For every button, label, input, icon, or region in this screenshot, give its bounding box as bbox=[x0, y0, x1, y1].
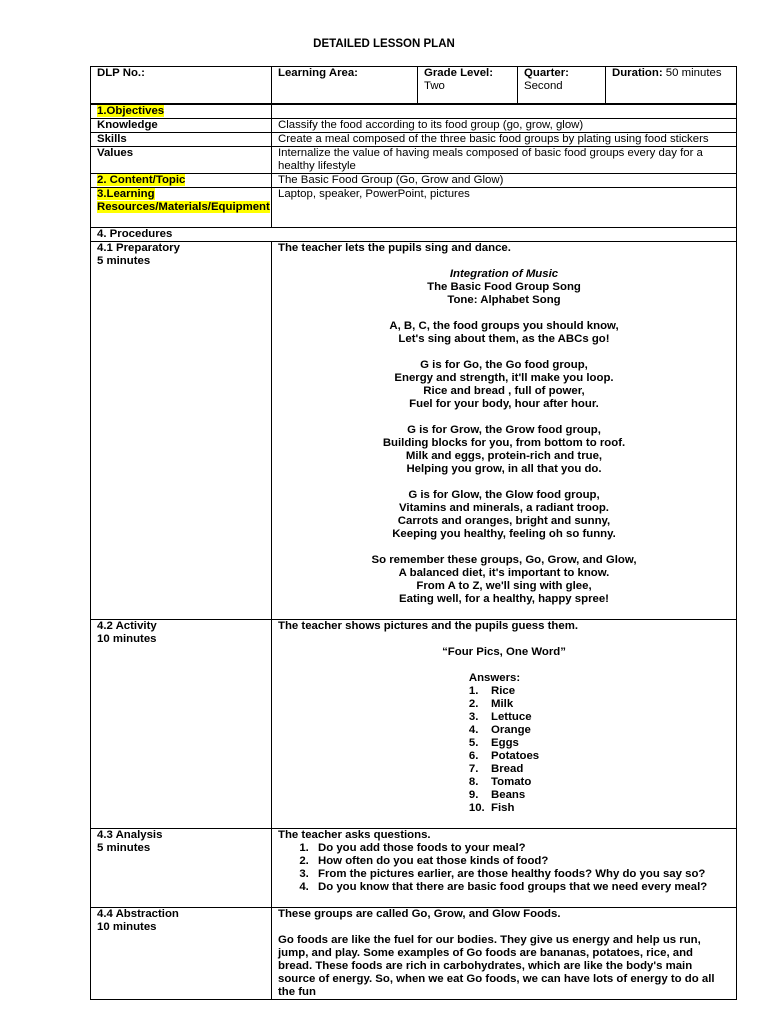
abstraction-row bbox=[91, 908, 737, 1000]
question-item: 4. Do you know that there are basic food groups that we need every meal? bbox=[312, 881, 730, 894]
knowledge-value: Classify the food according to its food group (go, grow, glow) bbox=[272, 119, 737, 133]
song-verses bbox=[278, 307, 730, 606]
song-line: A balanced diet, it's important to know. bbox=[398, 567, 610, 579]
answers-list bbox=[469, 672, 539, 815]
song-line: Let's sing about them, as the ABCs go! bbox=[398, 333, 610, 345]
objectives-row bbox=[91, 105, 737, 119]
learning-area-cell bbox=[272, 67, 418, 103]
question-item: 1. Do you add those foods to your meal? bbox=[312, 842, 730, 855]
song-line: G is for Go, the Go food group, bbox=[420, 359, 588, 371]
duration-value: 50 minutes bbox=[665, 67, 722, 79]
questions-list bbox=[278, 842, 730, 894]
activity-time: 10 minutes bbox=[97, 633, 157, 645]
question-item: 3. From the pictures earlier, are those healthy foods? Why do you say so? bbox=[312, 868, 730, 881]
procedures-label: 4. Procedures bbox=[91, 228, 737, 242]
abstraction-paragraph: Go foods are like the fuel for our bodies. They give us energy and help us run, jump, and play. Some examples of Go foods are bananas, potatoes, rice, and bread. These foods are rich in carbohydrates, which are like the body's main source of energy. So, when we eat Go foods, we can have lots of energy to do all the fun bbox=[278, 934, 715, 998]
song-line: G is for Grow, the Grow food group, bbox=[407, 424, 601, 436]
preparatory-label: 4.1 Preparatory bbox=[97, 242, 180, 254]
integration-label: Integration of Music bbox=[449, 268, 559, 280]
analysis-row bbox=[91, 829, 737, 908]
song-line: From A to Z, we'll sing with glee, bbox=[416, 580, 592, 592]
song-line: A, B, C, the food groups you should know, bbox=[389, 320, 619, 332]
song-line: Helping you grow, in all that you do. bbox=[406, 463, 602, 475]
answer-item: 4. Orange bbox=[468, 724, 531, 736]
song-line: Keeping you healthy, feeling oh so funny. bbox=[392, 528, 616, 540]
header-row bbox=[90, 66, 737, 104]
song-line: Building blocks for you, from bottom to roof. bbox=[382, 437, 626, 449]
question-item: 2. How often do you eat those kinds of food? bbox=[312, 855, 730, 868]
knowledge-label: Knowledge bbox=[91, 119, 272, 133]
answer-item: 6. Potatoes bbox=[468, 750, 540, 762]
answer-item: 7. Bread bbox=[468, 763, 524, 775]
song-line: G is for Glow, the Glow food group, bbox=[408, 489, 600, 501]
song-line: Fuel for your body, hour after hour. bbox=[409, 398, 599, 410]
answer-item: 5. Eggs bbox=[468, 737, 519, 749]
values-value: Internalize the value of having meals composed of basic food groups every day for a healthy lifestyle bbox=[272, 147, 737, 174]
lesson-plan-table bbox=[90, 104, 737, 1000]
song-title: The Basic Food Group Song bbox=[427, 281, 581, 293]
answer-item: 8. Tomato bbox=[468, 776, 532, 788]
song-line: Rice and bread , full of power, bbox=[423, 385, 585, 397]
document-title: DETAILED LESSON PLAN bbox=[313, 38, 455, 50]
answer-item: 2. Milk bbox=[468, 698, 514, 710]
song-line: Energy and strength, it'll make you loop. bbox=[394, 372, 614, 384]
abstraction-label: 4.4 Abstraction bbox=[97, 908, 179, 920]
knowledge-row bbox=[91, 119, 737, 133]
duration-cell bbox=[606, 67, 736, 103]
dlp-label: DLP No.: bbox=[97, 67, 145, 79]
answer-item: 9. Beans bbox=[468, 789, 526, 801]
preparatory-row bbox=[91, 242, 737, 620]
resources-label: 3.Learning Resources/Materials/Equipment bbox=[97, 188, 270, 213]
values-label: Values bbox=[91, 147, 272, 174]
dlp-cell bbox=[91, 67, 272, 103]
song-line: Milk and eggs, protein-rich and true, bbox=[405, 450, 603, 462]
resources-value: Laptop, speaker, PowerPoint, pictures bbox=[272, 188, 737, 228]
song-line: Vitamins and minerals, a radiant troop. bbox=[399, 502, 609, 514]
content-label: 2. Content/Topic bbox=[97, 174, 186, 186]
answers-label: Answers: bbox=[468, 672, 521, 684]
answer-item: 10. Fish bbox=[468, 802, 515, 814]
quarter-cell bbox=[518, 67, 606, 103]
analysis-label: 4.3 Analysis bbox=[97, 829, 163, 841]
content-value: The Basic Food Group (Go, Grow and Glow) bbox=[272, 174, 737, 188]
resources-row bbox=[91, 188, 737, 228]
analysis-time: 5 minutes bbox=[97, 842, 151, 854]
skills-value: Create a meal composed of the three basic food groups by plating using food stickers bbox=[272, 133, 737, 147]
answer-item: 3. Lettuce bbox=[468, 711, 532, 723]
answer-item: 1. Rice bbox=[468, 685, 516, 697]
analysis-intro: The teacher asks questions. bbox=[278, 829, 431, 841]
preparatory-time: 5 minutes bbox=[97, 255, 151, 267]
duration-label: Duration: bbox=[612, 67, 663, 79]
activity-game-title: “Four Pics, One Word” bbox=[442, 646, 566, 658]
song-line: So remember these groups, Go, Grow, and Glow, bbox=[371, 554, 637, 566]
quarter-value: Second bbox=[524, 80, 563, 92]
grade-level-label: Grade Level: bbox=[424, 67, 494, 79]
procedures-row bbox=[91, 228, 737, 242]
quarter-label: Quarter: bbox=[524, 67, 569, 79]
skills-label: Skills bbox=[91, 133, 272, 147]
song-block bbox=[278, 268, 730, 606]
abstraction-intro: These groups are called Go, Grow, and Glow Foods. bbox=[278, 908, 561, 920]
preparatory-intro: The teacher lets the pupils sing and dance. bbox=[278, 242, 511, 254]
values-row bbox=[91, 147, 737, 174]
grade-level-cell bbox=[418, 67, 518, 103]
activity-label: 4.2 Activity bbox=[97, 620, 157, 632]
activity-row bbox=[91, 620, 737, 829]
song-tone: Tone: Alphabet Song bbox=[447, 294, 561, 306]
song-line: Eating well, for a healthy, happy spree! bbox=[399, 593, 609, 605]
activity-intro: The teacher shows pictures and the pupils guess them. bbox=[278, 620, 579, 632]
song-line: Carrots and oranges, bright and sunny, bbox=[397, 515, 611, 527]
skills-row bbox=[91, 133, 737, 147]
objectives-heading: 1.Objectives bbox=[97, 105, 165, 117]
content-row bbox=[91, 174, 737, 188]
abstraction-time: 10 minutes bbox=[97, 921, 157, 933]
grade-level-value: Two bbox=[424, 80, 445, 92]
learning-area-label: Learning Area: bbox=[278, 67, 358, 79]
